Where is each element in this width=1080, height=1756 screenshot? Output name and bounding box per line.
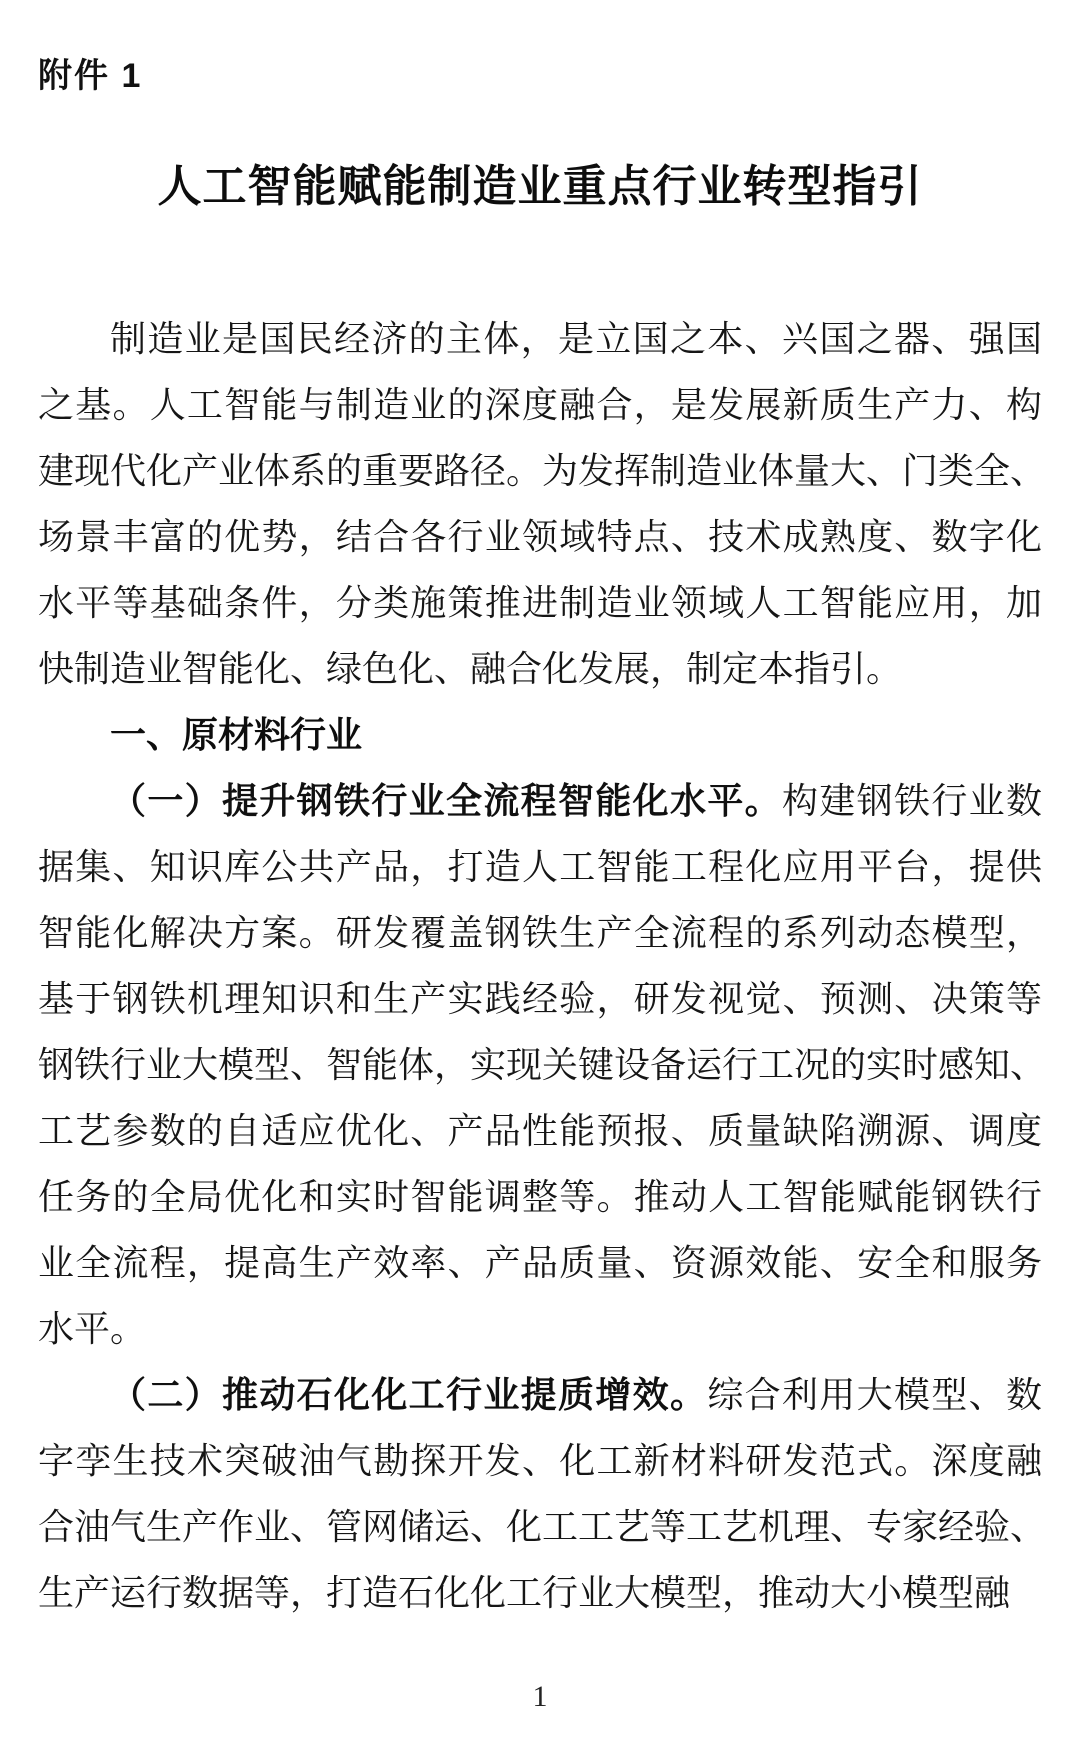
text-line: 制造业是国民经济的主体，是立国之本、兴国之器、强国 <box>110 319 1042 359</box>
text-line: 工艺参数的自适应优化、产品性能预报、质量缺陷溯源、调度 <box>38 1111 1042 1151</box>
text-line: 字孪生技术突破油气勘探开发、化工新材料研发范式。深度融 <box>38 1441 1042 1481</box>
page-number: 1 <box>532 1680 548 1713</box>
text-line: 基于钢铁机理知识和生产实践经验，研发视觉、预测、决策等 <box>38 979 1042 1019</box>
text-line: 水平等基础条件，分类施策推进制造业领域人工智能应用，加 <box>38 583 1042 623</box>
subsection-lead: （二）推动石化化工行业提质增效。 <box>110 1375 708 1415</box>
document-body <box>38 306 1047 1626</box>
text-line: （二）推动石化化工行业提质增效。综合利用大模型、数 <box>110 1375 1042 1415</box>
text-line: 智能化解决方案。研发覆盖钢铁生产全流程的系列动态模型， <box>38 913 1042 953</box>
text-line: 建现代化产业体系的重要路径。为发挥制造业体量大、门类全、 <box>38 451 1047 491</box>
text-line: 任务的全局优化和实时智能调整等。推动人工智能赋能钢铁行 <box>38 1177 1042 1217</box>
section-heading: 一、原材料行业 <box>110 714 363 755</box>
text-line: 快制造业智能化、绿色化、融合化发展，制定本指引。 <box>38 649 903 689</box>
subsection-lead: （一）提升钢铁行业全流程智能化水平。 <box>110 781 782 821</box>
text-line: 场景丰富的优势，结合各行业领域特点、技术成熟度、数字化 <box>38 517 1042 557</box>
text-line: （一）提升钢铁行业全流程智能化水平。构建钢铁行业数 <box>110 781 1042 821</box>
document-title: 人工智能赋能制造业重点行业转型指引 <box>157 162 923 211</box>
text-line: 业全流程，提高生产效率、产品质量、资源效能、安全和服务 <box>38 1243 1042 1283</box>
text-line: 之基。人工智能与制造业的深度融合，是发展新质生产力、构 <box>38 385 1042 425</box>
text-line: 钢铁行业大模型、智能体，实现关键设备运行工况的实时感知、 <box>38 1045 1047 1085</box>
text-line: 生产运行数据等，打造石化化工行业大模型，推动大小模型融 <box>38 1573 1011 1613</box>
text-line: 据集、知识库公共产品，打造人工智能工程化应用平台，提供 <box>38 847 1042 887</box>
text-line: 水平。 <box>38 1309 147 1349</box>
attachment-label: 附件 1 <box>38 57 143 95</box>
text-line: 合油气生产作业、管网储运、化工工艺等工艺机理、专家经验、 <box>38 1507 1047 1547</box>
